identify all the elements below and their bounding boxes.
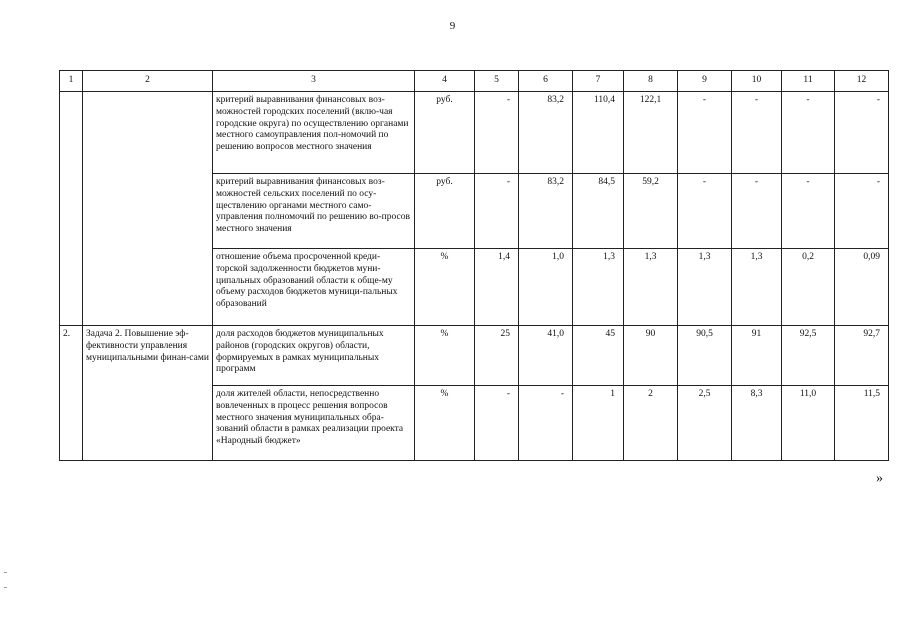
unit-cell: % — [415, 249, 475, 326]
header-cell-7: 7 — [573, 71, 624, 92]
value-cell: 90 — [624, 326, 678, 386]
value-cell: 1,0 — [519, 249, 573, 326]
value-cell: 84,5 — [573, 174, 624, 249]
header-cell-9: 9 — [678, 71, 732, 92]
unit-cell: руб. — [415, 174, 475, 249]
task-cell — [83, 92, 213, 326]
value-cell: 2,5 — [678, 386, 732, 461]
value-cell: - — [475, 174, 519, 249]
value-cell: - — [782, 92, 835, 174]
header-cell-10: 10 — [732, 71, 782, 92]
value-cell: - — [519, 386, 573, 461]
indicators-table — [59, 70, 889, 461]
header-cell-6: 6 — [519, 71, 573, 92]
margin-tick-mark — [4, 572, 7, 573]
value-cell: 0,09 — [835, 249, 889, 326]
header-cell-3: 3 — [213, 71, 415, 92]
closing-quote-mark: » — [876, 471, 883, 486]
value-cell: - — [678, 92, 732, 174]
header-cell-4: 4 — [415, 71, 475, 92]
value-cell: - — [732, 174, 782, 249]
header-cell-8: 8 — [624, 71, 678, 92]
indicator-cell: отношение объема просроченной креди-торской задолженности бюджетов муни-ципальных образований области к обще-му объему расходов бюджетов муници-пальных образований — [213, 249, 415, 326]
value-cell: 0,2 — [782, 249, 835, 326]
value-cell: - — [678, 174, 732, 249]
unit-cell: % — [415, 386, 475, 461]
value-cell: 91 — [732, 326, 782, 386]
value-cell: 11,0 — [782, 386, 835, 461]
value-cell: 83,2 — [519, 174, 573, 249]
value-cell: 90,5 — [678, 326, 732, 386]
table-header-row — [60, 71, 889, 92]
value-cell: 83,2 — [519, 92, 573, 174]
indicator-cell: доля расходов бюджетов муниципальных районов (городских округов) области, формируемых в рамках муниципальных программ — [213, 326, 415, 386]
value-cell: 92,7 — [835, 326, 889, 386]
page-number: 9 — [449, 20, 456, 32]
value-cell: - — [835, 92, 889, 174]
value-cell: 45 — [573, 326, 624, 386]
value-cell: 41,0 — [519, 326, 573, 386]
value-cell: 1,3 — [624, 249, 678, 326]
value-cell: 8,3 — [732, 386, 782, 461]
unit-cell: % — [415, 326, 475, 386]
margin-tick-mark — [4, 587, 7, 588]
table-row — [60, 92, 889, 174]
value-cell: - — [732, 92, 782, 174]
header-cell-1: 1 — [60, 71, 83, 92]
indicator-cell: критерий выравнивания финансовых воз-можностей городских поселений (вклю-чая городские округа) по осуществлению органами местного самоуправления пол-номочий по решению вопросов местного значения — [213, 92, 415, 174]
indicator-cell: критерий выравнивания финансовых воз-можностей сельских поселений по осу-ществлению органами местного само-управления полномочий по решению во-просов местного значения — [213, 174, 415, 249]
unit-cell: руб. — [415, 92, 475, 174]
value-cell: - — [782, 174, 835, 249]
indicator-cell: доля жителей области, непосредственно вовлеченных в процесс решения вопросов местного значения муниципальных обра-зований области в рамках реализации проекта «Народный бюджет» — [213, 386, 415, 461]
value-cell: 2 — [624, 386, 678, 461]
value-cell: 25 — [475, 326, 519, 386]
value-cell: 110,4 — [573, 92, 624, 174]
value-cell: 92,5 — [782, 326, 835, 386]
header-cell-5: 5 — [475, 71, 519, 92]
value-cell: - — [835, 174, 889, 249]
row-number-cell — [60, 92, 83, 326]
value-cell: - — [475, 92, 519, 174]
task-cell: Задача 2. Повышение эф-фективности управления муниципальными финан-сами — [83, 326, 213, 461]
value-cell: 1,3 — [732, 249, 782, 326]
header-cell-11: 11 — [782, 71, 835, 92]
value-cell: 1 — [573, 386, 624, 461]
header-cell-2: 2 — [83, 71, 213, 92]
value-cell: 1,4 — [475, 249, 519, 326]
value-cell: 1,3 — [678, 249, 732, 326]
header-cell-12: 12 — [835, 71, 889, 92]
value-cell: 122,1 — [624, 92, 678, 174]
value-cell: 59,2 — [624, 174, 678, 249]
row-number-cell: 2. — [60, 326, 83, 461]
value-cell: 11,5 — [835, 386, 889, 461]
value-cell: - — [475, 386, 519, 461]
table-row — [60, 326, 889, 386]
value-cell: 1,3 — [573, 249, 624, 326]
